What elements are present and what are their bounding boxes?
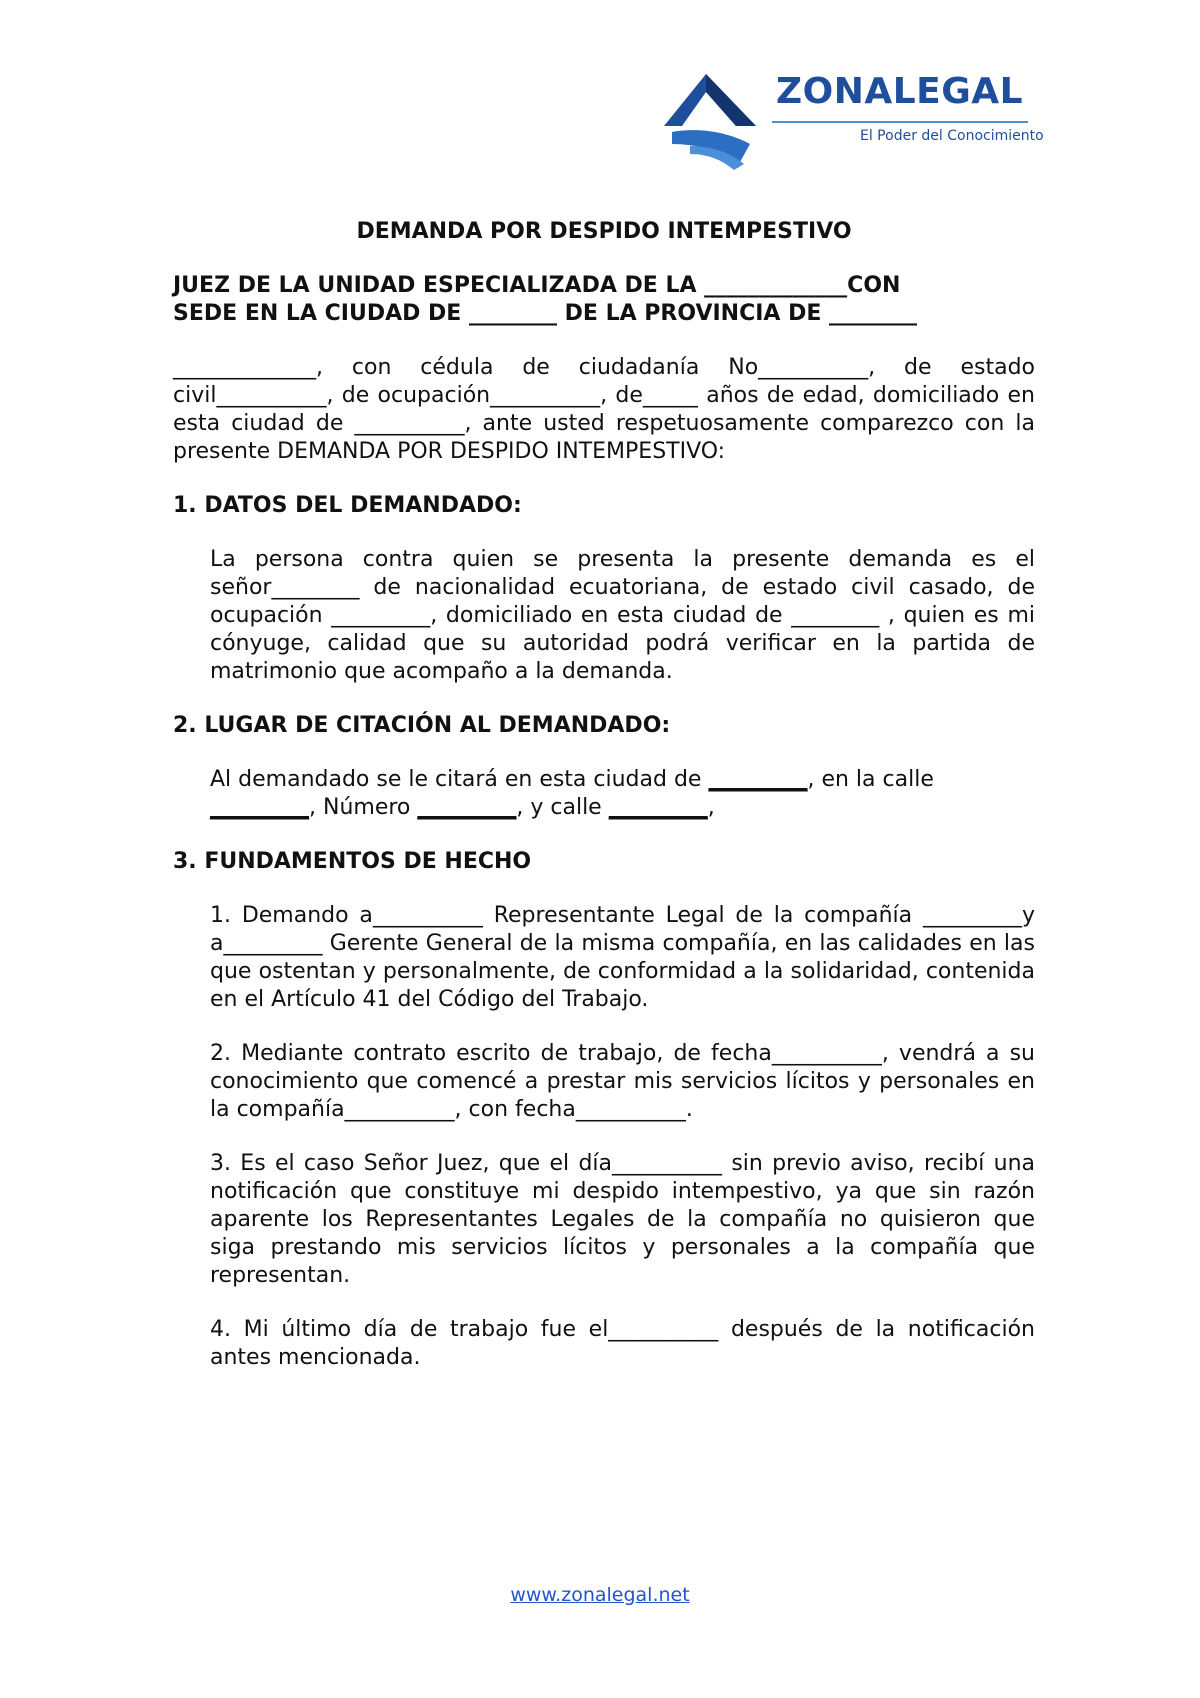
section-heading-2: 2. LUGAR DE CITACIÓN AL DEMANDADO:: [173, 713, 671, 738]
fact-item-2: 2. Mediante contrato escrito de trabajo, de fecha__________, vendrá a su conocimiento que comencé a prestar mis servicios lícitos y personales en la compañía__________, con fecha__________.: [210, 1041, 1035, 1122]
fact-item-4: 4. Mi último día de trabajo fue el__________ después de la notificación antes mencionada.: [210, 1317, 1035, 1370]
citation-text: , en la calle: [807, 767, 934, 792]
section-body-2: [173, 766, 1035, 822]
citation-text: , y calle: [516, 795, 609, 820]
section-heading-3: 3. FUNDAMENTOS DE HECHO: [173, 849, 532, 874]
citation-text: Al demandado se le citará en esta ciudad de: [210, 767, 709, 792]
addressee-line-2: SEDE EN LA CIUDAD DE ________ DE LA PROVINCIA DE ________: [173, 301, 918, 326]
citation-blank-street: _________: [210, 795, 309, 820]
citation-text: ,: [707, 795, 715, 820]
brand-divider: [772, 121, 1028, 123]
brand-name: ZONALEGAL: [776, 71, 1024, 112]
citation-blank-city: _________: [708, 767, 808, 792]
addressee-line-1: JUEZ DE LA UNIDAD ESPECIALIZADA DE LA _____________CON: [173, 273, 901, 298]
brand-tagline: El Poder del Conocimiento: [860, 128, 1044, 144]
brand-logo: [664, 66, 1044, 176]
citation-blank-cross-street: _________: [608, 795, 708, 820]
document-body: [173, 218, 1035, 1372]
zonalegal-logo-icon: [664, 70, 776, 170]
fact-item-1: 1. Demando a__________ Representante Legal de la compañía _________y a_________ Gerente General de la misma compañía, en las calidades en las que ostentan y personalmente, de conformidad a la solidaridad, contenida en el Artículo 41 del Código del Trabajo.: [210, 903, 1035, 1012]
section-body-1: La persona contra quien se presenta la presente demanda es el señor________ de nacionalidad ecuatoriana, de estado civil casado, de ocupación _________, domiciliado en esta ciudad de ________ , quien es mi cónyuge, calidad que su autoridad podrá verificar en la partida de matrimonio que acompaño a la demanda.: [210, 547, 1035, 684]
citation-text: , Número: [309, 795, 418, 820]
section-heading-1: 1. DATOS DEL DEMANDADO:: [173, 493, 522, 518]
intro-paragraph: _____________, con cédula de ciudadanía No__________, de estado civil__________, de ocupación__________, de_____ años de edad, domiciliado en esta ciudad de __________, ante usted respetuosamente comparezco con la presente DEMANDA POR DESPIDO INTEMPESTIVO:: [173, 355, 1035, 464]
fact-item-3: 3. Es el caso Señor Juez, que el día__________ sin previo aviso, recibí una notificación que constituye mi despido intempestivo, ya que sin razón aparente los Representantes Legales de la compañía no quisieron que siga prestando mis servicios lícitos y personales a la compañía que representan.: [210, 1151, 1035, 1288]
citation-blank-number: _________: [417, 795, 517, 820]
footer-link[interactable]: www.zonalegal.net: [510, 1584, 690, 1606]
document-title: DEMANDA POR DESPIDO INTEMPESTIVO: [356, 219, 852, 244]
